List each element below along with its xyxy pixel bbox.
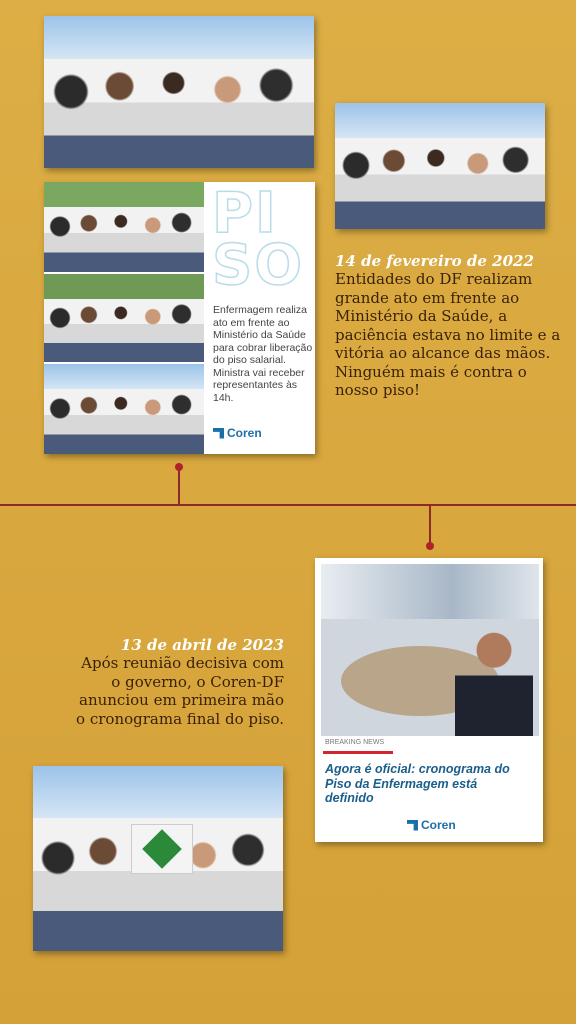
rally-photo-2 bbox=[335, 103, 545, 229]
coren-logo-text: Coren bbox=[227, 426, 262, 440]
flag-photo bbox=[33, 766, 283, 951]
event-2022 bbox=[335, 252, 565, 400]
rally-photo-1 bbox=[44, 16, 314, 168]
breaking-news-bar bbox=[323, 751, 393, 754]
timeline-connector-1 bbox=[178, 468, 180, 505]
timeline-dot-2 bbox=[426, 542, 434, 550]
piso-description: Enfermagem realiza ato em frente ao Ministério da Saúde para cobrar liberação do piso salarial. Ministra vai receber representantes às 14h. bbox=[213, 304, 313, 404]
collage-photo-bottom bbox=[44, 364, 204, 454]
coren-logo bbox=[213, 426, 262, 440]
timeline-dot-1 bbox=[175, 463, 183, 471]
piso-title-line1: PI bbox=[212, 181, 278, 246]
news-card bbox=[315, 558, 543, 842]
news-headline: Agora é oficial: cronograma do Piso da Enfermagem está definido bbox=[325, 762, 510, 805]
piso-card bbox=[44, 182, 315, 454]
event-2022-date: 14 de fevereiro de 2022 bbox=[335, 252, 534, 270]
meeting-photo bbox=[321, 564, 539, 736]
coren-logo-news bbox=[407, 818, 456, 832]
event-2023-text: Após reunião decisiva com o governo, o Coren-DF anunciou em primeira mão o cronograma final do piso. bbox=[76, 654, 284, 728]
timeline-connector-2 bbox=[429, 505, 431, 546]
event-2023-date: 13 de abril de 2023 bbox=[120, 636, 284, 654]
coren-logo-icon bbox=[213, 428, 224, 439]
collage-photo-top bbox=[44, 182, 204, 272]
coren-logo-text: Coren bbox=[421, 818, 456, 832]
timeline-line bbox=[0, 504, 576, 506]
coren-logo-icon bbox=[407, 820, 418, 831]
breaking-news-label: BREAKING NEWS bbox=[325, 739, 385, 746]
flag-emblem bbox=[142, 829, 182, 869]
df-flag bbox=[131, 824, 193, 874]
piso-title-line2: SO bbox=[212, 233, 304, 298]
event-2022-text: Entidades do DF realizam grande ato em frente ao Ministério da Saúde, a paciência estava no limite e a vitória ao alcance das mãos. Ninguém mais é contra o nosso piso! bbox=[335, 270, 561, 399]
collage-photo-middle bbox=[44, 274, 204, 362]
event-2023 bbox=[72, 636, 284, 728]
